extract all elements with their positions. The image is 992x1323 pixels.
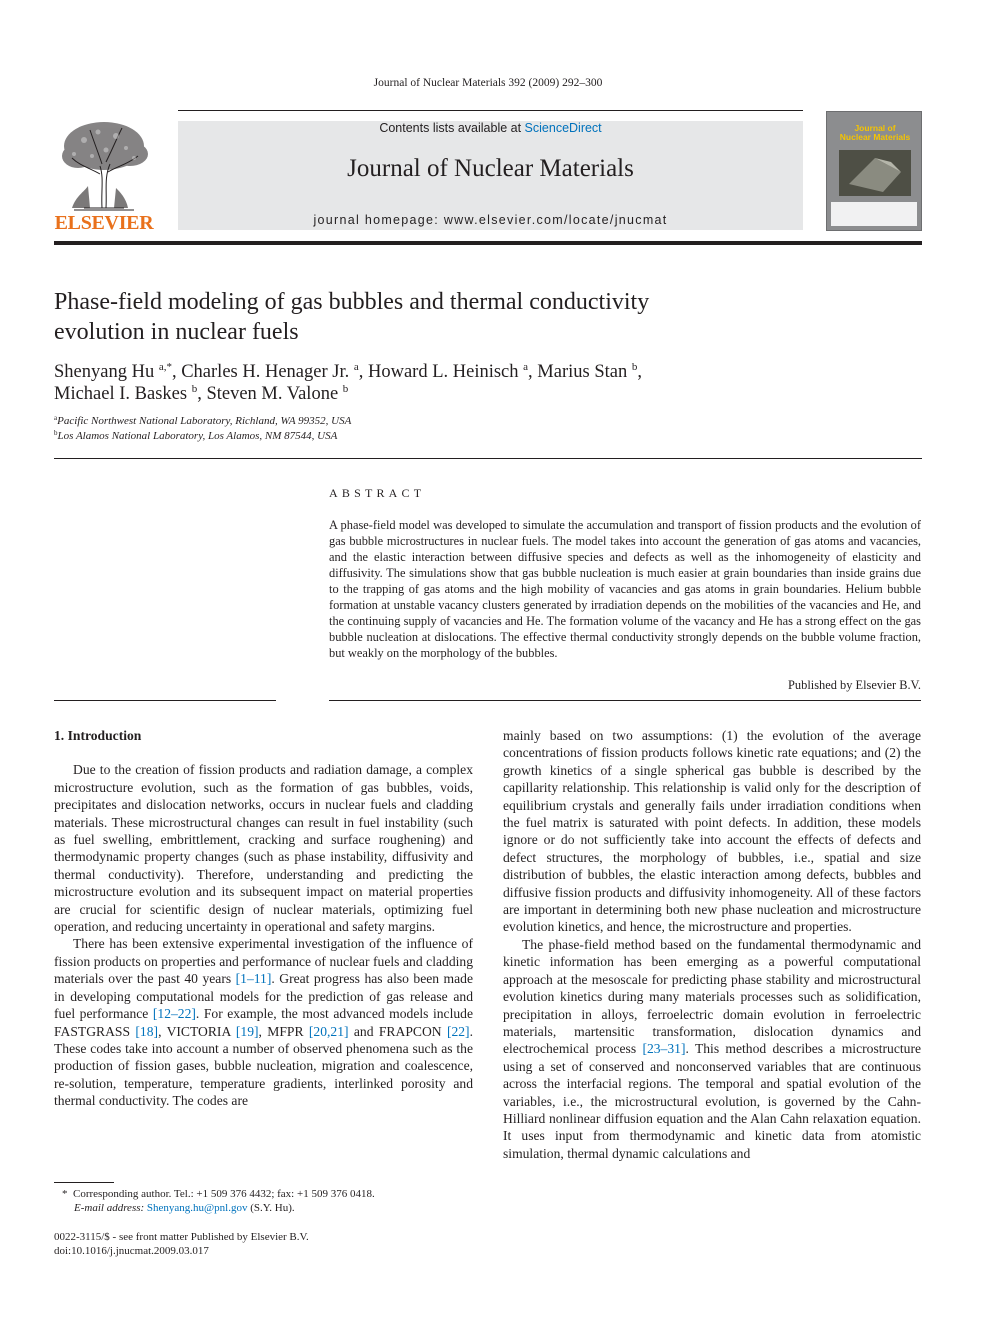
author[interactable]: Howard L. Heinisch $^a$ — [367, 361, 529, 382]
elsevier-logo — [54, 116, 154, 236]
doi-line[interactable]: doi:10.1016/j.jnucmat.2009.03.017 — [54, 1245, 209, 1257]
intro-paragraph-2: There has been extensive experimental investigation of the influence of fission products on properties and performance of nuclear fuels and cladding materials over the past 40 years [1–11]. Great progress has also been made in developing computational models for the prediction of gas release and fuel performance [12–22]. For example, the most advanced models include FASTGRASS [18], VICTORIA [19], MFPR [20,21] and FRAPCON [22]. These codes take into account a number of observed phenomena such as the production of fission gases, bubble nucleation, migration and coalescence, re-solution, temperature, temperature gradients, interlinked porosity and thermal conductivity. The codes are — [54, 936, 473, 1109]
author[interactable]: Shenyang Hu $^{a,*}$ — [54, 361, 172, 382]
intro-paragraph-4: The phase-field method based on the fundamental thermodynamic and kinetic information has been emerging as a powerful computational approach at the mesoscale for predicting phase stability and microstructural evolution kinetics during many materials processes such as solidification, precipitation in alloys, ferroelectric domain evolution in ferroelectric materials, martensitic transformation, dislocation dynamics and electrochemical process [23–31]. This method describes a microstructure using a set of conserved and nonconserved variables that are continuous across the interfacial regions. The temporal and spatial evolution of the variables, i.e., the microstructural evolution, is governed by the Cahn-Hilliard nonlinear diffusion equation and the Alan Cahn relaxation equation. It uses input from thermodynamic and kinetic data from atomistic simulation, thermal dynamic calculations and — [503, 936, 922, 1161]
abstract-text: A phase-field model was developed to simulate the accumulation and transport of fission products and the evolution of gas bubble microstructures in nuclear fuels. The model takes into account the generation of gas atoms and vacancies, and the elastic interaction between diffusive species and defects as well as the inhomogeneity of elasticity and diffusivity. The simulations show that gas bubble nucleation is much easier at grain boundaries than inside grains due to the trapping of gas atoms and the high mobility of vacancies and gas atoms in grain boundaries. Helium bubble formation at unstable vacancy clusters generated by irradiation depends on the mobilities of the vacancies and He, and the continuing supply of vacancies and He. The formation volume of the vacancy and He has a strong effect on the gas bubble nucleation at dislocations. The effective thermal conductivity strongly depends on the bubble volume fraction, but weakly on the morphology of the bubbles. — [329, 518, 921, 660]
author[interactable]: Steven M. Valone $^b$ — [206, 383, 349, 404]
cover-strip — [831, 202, 917, 226]
cover-title: Journal of Nuclear Materials — [839, 123, 911, 142]
citation-link[interactable]: [19] — [235, 1023, 259, 1039]
author-line-1: Shenyang Hu $^{a,*}$, Charles H. Henager Jr. $^a$, Howard L. Heinisch $^a$, Marius Stan $^b$, — [54, 361, 642, 382]
citation-link[interactable]: [20,21] — [308, 1023, 349, 1039]
journal-cover — [826, 111, 922, 231]
masthead-top-rule — [178, 110, 803, 111]
elsevier-wordmark: ELSEVIER — [54, 212, 154, 234]
journal-homepage[interactable]: journal homepage: www.elsevier.com/locate/jnucmat — [313, 213, 668, 227]
contents-line — [178, 121, 803, 135]
author-line-2: Michael I. Baskes $^b$, Steven M. Valone $^b$ — [54, 383, 349, 404]
left-column-rule — [54, 700, 276, 701]
right-column — [503, 727, 921, 1162]
citation-link[interactable]: [18] — [135, 1023, 159, 1039]
sciencedirect-link[interactable]: ScienceDirect — [524, 121, 602, 135]
citation-link[interactable]: [1–11] — [235, 971, 272, 987]
author[interactable]: Marius Stan $^b$ — [537, 361, 638, 382]
issn-line: 0022-3115/$ - see front matter Published by Elsevier B.V. — [54, 1231, 309, 1243]
cover-image — [839, 150, 911, 196]
affiliation-b: $^b$Los Alamos National Laboratory, Los Alamos, NM 87544, USA — [54, 429, 338, 442]
intro-paragraph-3: mainly based on two assumptions: (1) the evolution of the average concentrations of fission products follows kinetic rate equations; and (2) the growth kinetics of a single spherical gas bubble is described by the capillarity relationship. This relationship is valid only for the description of equilibrium crystals and generally fails under irradiation conditions when the fuel matrix is saturated with point defects. In addition, these models ignore or do not sufficiently take into account the effects of defects and defect structures, the morphology of bubbles, i.e., spatial and size distribution of bubbles, the elastic interaction among defects, bubbles and diffusive fission products and diffusivity inhomogeneity. All of these factors are important in determining both new phase nucleation and microstructure evolution kinetics, and hence, the microstructure and properties. — [503, 728, 921, 935]
footnote — [62, 1187, 482, 1215]
affiliation-a: $^a$Pacific Northwest National Laboratory, Richland, WA 99352, USA — [54, 414, 352, 427]
footnote-line-2: E-mail address: Shenyang.hu@pnl.gov (S.Y. Hu). — [74, 1202, 295, 1214]
masthead-bottom-rule — [54, 241, 922, 245]
published-by: Published by Elsevier B.V. — [788, 678, 921, 692]
legal-info — [54, 1230, 474, 1258]
article-title: Phase-field modeling of gas bubbles and thermal conductivity evolution in nuclear fuels — [54, 289, 650, 345]
left-column — [54, 727, 473, 1110]
cover-micrograph-icon — [839, 150, 911, 196]
citation-link[interactable]: [12–22] — [152, 1006, 196, 1022]
title-block-rule — [54, 458, 922, 459]
journal-name: Journal of Nuclear Materials — [347, 155, 634, 182]
abstract-heading: ABSTRACT — [329, 486, 426, 500]
tree-icon — [54, 116, 154, 212]
footnote-line-1: * Corresponding author. Tel.: +1 509 376 4432; fax: +1 509 376 0418. — [62, 1188, 375, 1200]
contents-prefix: Contents lists available at — [379, 121, 525, 135]
author-list — [54, 361, 814, 405]
abstract-rule — [329, 700, 921, 701]
section-heading: 1. Introduction — [54, 728, 142, 743]
citation-link[interactable]: [23–31] — [642, 1041, 686, 1057]
email-link[interactable]: Shenyang.hu@pnl.gov — [146, 1202, 248, 1214]
citation-link[interactable]: [22] — [446, 1023, 470, 1039]
intro-paragraph-1: Due to the creation of fission products and radiation damage, a complex microstructure evolution, such as the formation of gas bubbles, voids, precipitates and dislocation networks, occurs in nuclear fuels and cladding materials. These microstructural changes can result in fuel instability (such as fuel swelling, embrittlement, cracking and surface roughening) and thermodynamic property changes (such as phase instability, diffusivity and thermal conductivity). Therefore, understanding and predicting the microstructure evolution and its subsequent impact on material properties are crucial for scientific design of nuclear materials, optimizing fuel operation, and reducing uncertainty in operational and safety margins. — [54, 762, 473, 935]
author[interactable]: Michael I. Baskes $^b$ — [54, 383, 198, 404]
author[interactable]: Charles H. Henager Jr. $^a$ — [181, 361, 359, 382]
footnote-rule — [54, 1182, 114, 1183]
running-head: Journal of Nuclear Materials 392 (2009) 292–300 — [373, 77, 603, 89]
